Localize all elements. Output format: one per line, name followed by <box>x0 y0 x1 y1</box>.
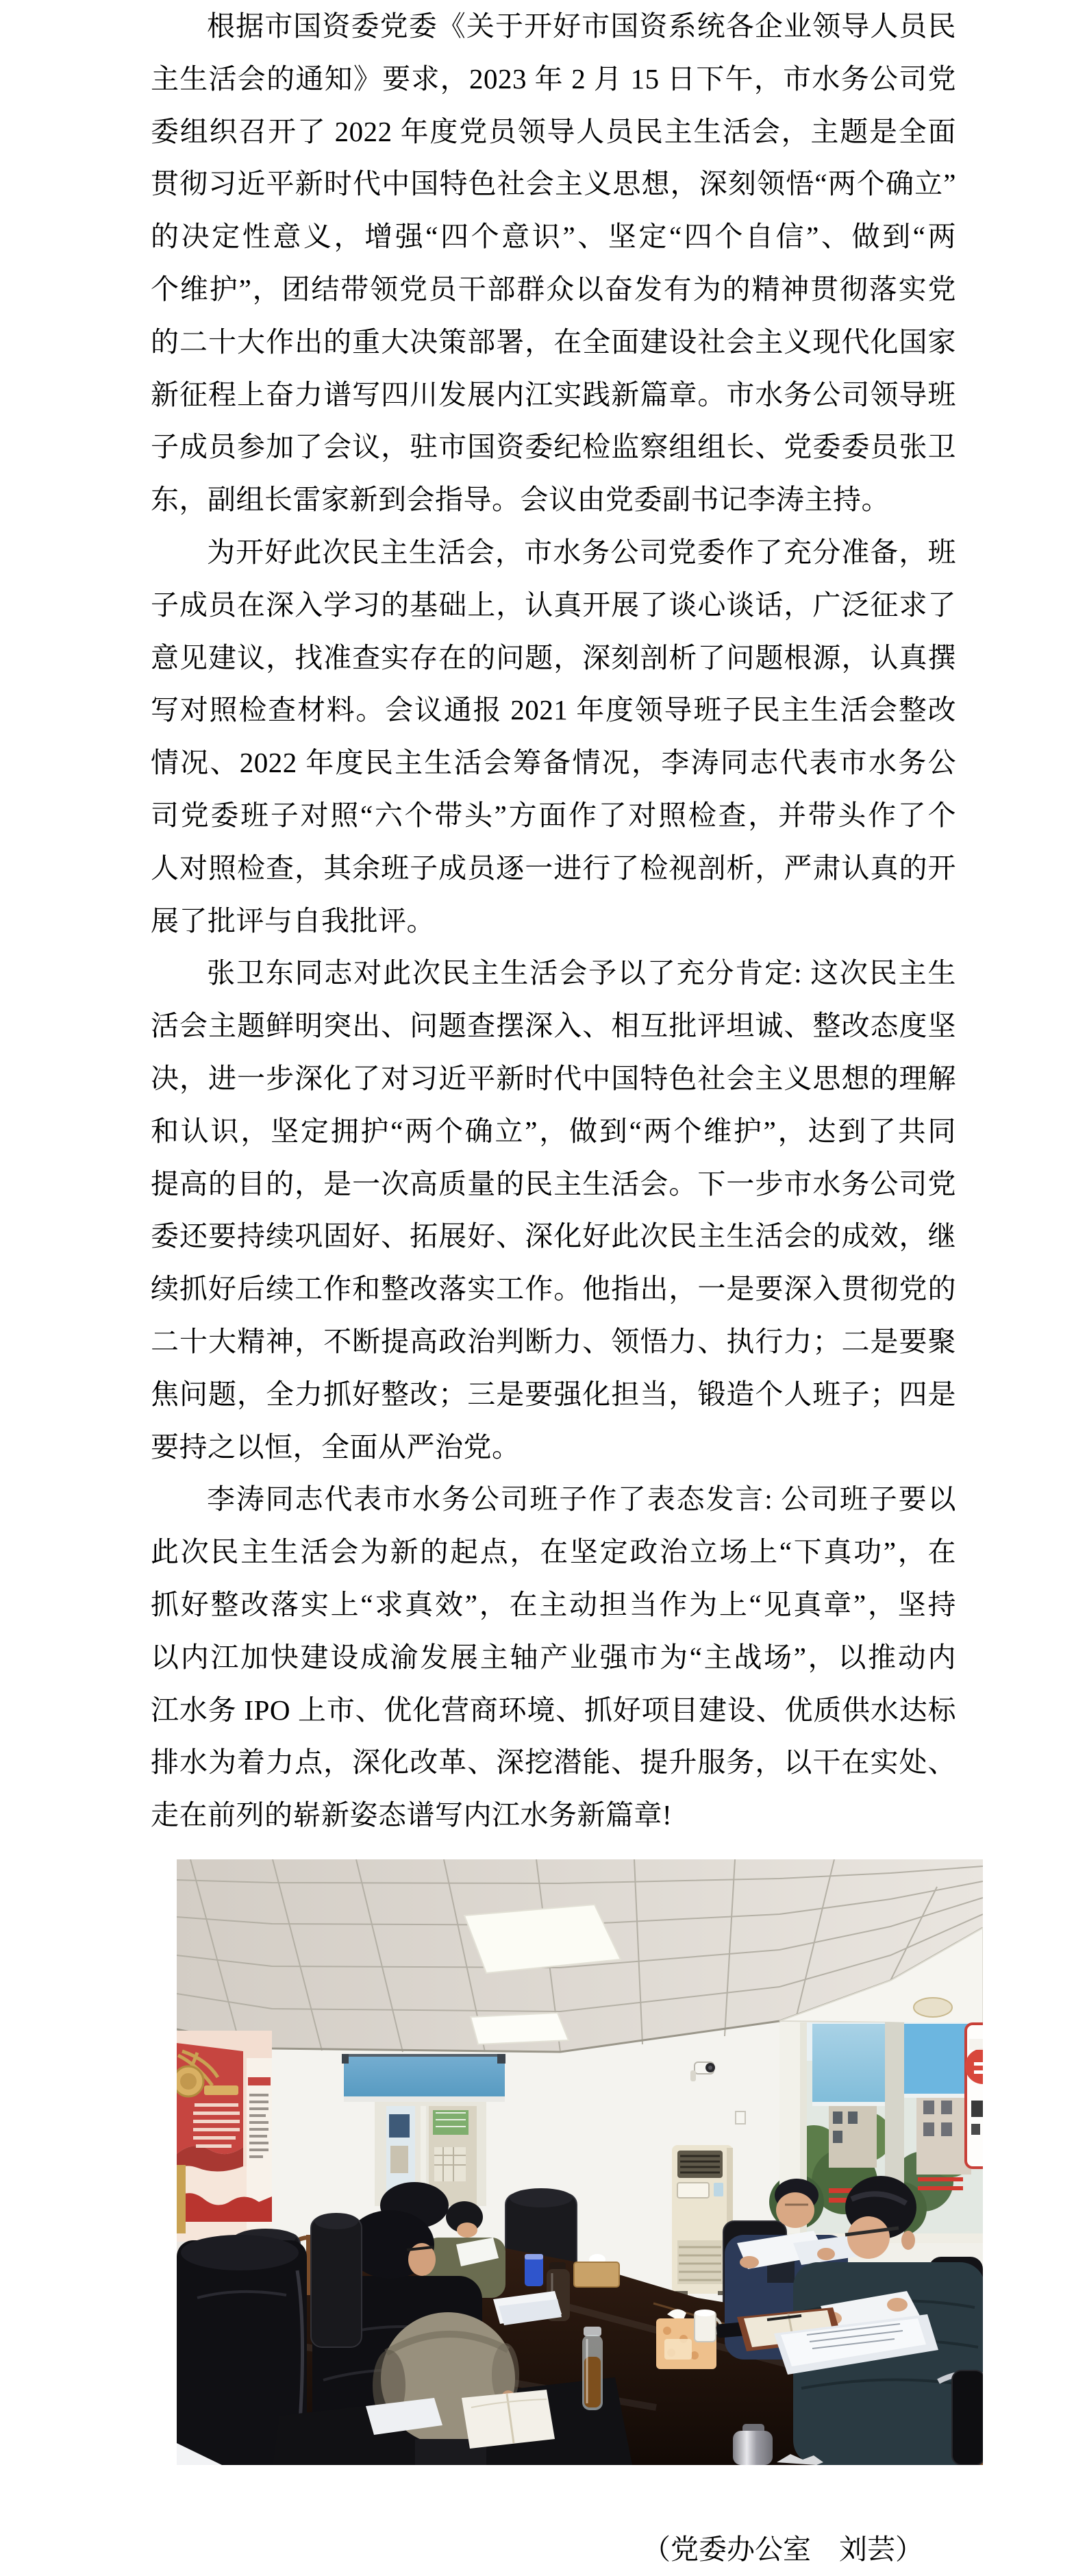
roller-blind <box>342 2054 505 2102</box>
text-line: 意见建议，找准查实存在的问题，深刻剖析了问题根源，认真撰 <box>151 641 956 673</box>
paragraph <box>151 0 956 526</box>
text-line: 主生活会的通知》要求，2023 年 2 月 15 日下午，市水务公司党 <box>151 62 956 95</box>
text-line: 决，进一步深化了对习近平新时代中国特色社会主义思想的理解 <box>151 1062 956 1094</box>
text-line: 委还要持续巩固好、拓展好、深化好此次民主生活会的成效，继 <box>151 1220 956 1252</box>
office-chair-corner <box>952 2370 983 2465</box>
text-line: 抓好整改落实上“求真效”，在主动担当作为上“见真章”，坚持 <box>151 1588 956 1620</box>
paragraph <box>151 526 956 947</box>
text-line: 东，副组长雷家新到会指导。会议由党委副书记李涛主持。 <box>151 484 890 516</box>
text-line: 子成员参加了会议，驻市国资委纪检监察组组长、党委委员张卫 <box>151 431 956 463</box>
text-line: 子成员在深入学习的基础上，认真开展了谈心谈话，广泛征求了 <box>151 589 956 621</box>
text-line: 张卫东同志对此次民主生活会予以了充分肯定: 这次民主生 <box>207 957 956 989</box>
text-line: 根据市国资委党委《关于开好市国资系统各企业领导人员民 <box>207 10 956 42</box>
text-line: 委组织召开了 2022 年度党员领导人员民主生活会，主题是全面 <box>151 115 956 147</box>
text-line: 司党委班子对照“六个带头”方面作了对照检查，并带头作了个 <box>151 799 956 831</box>
text-line: 人对照检查，其余班子成员逐一进行了检视剖析，严肃认真的开 <box>151 852 956 884</box>
text-line: 提高的目的，是一次高质量的民主生活会。下一步市水务公司党 <box>151 1167 956 1200</box>
text-line: 李涛同志代表市水务公司班子作了表态发言: 公司班子要以 <box>207 1483 956 1515</box>
exterior-dome-lamp <box>914 1998 952 2017</box>
drink-can <box>525 2254 543 2286</box>
text-line: 新征程上奋力谱写四川发展内江实践新篇章。市水务公司领导班 <box>151 378 956 410</box>
text-line: 活会主题鲜明突出、问题查摆深入、相互批评坦诚、整改态度坚 <box>151 1010 956 1042</box>
text-line: 情况、2022 年度民主生活会筹备情况，李涛同志代表市水务公 <box>151 747 956 779</box>
text-line: 排水为着力点，深化改革、深挖潜能、提升服务，以干在实处、 <box>151 1746 956 1779</box>
text-line: 二十大精神，不断提高政治判断力、领悟力、执行力；二是要聚 <box>151 1325 956 1357</box>
wall-sign <box>965 2024 983 2168</box>
text-line: 续抓好后续工作和整改落实工作。他指出，一是要深入贯彻党的 <box>151 1273 956 1305</box>
meeting-photo <box>177 1859 983 2465</box>
text-line: 焦问题，全力抓好整改；三是要强化担当，锻造个人班子；四是 <box>151 1378 956 1410</box>
ceiling-light-panel <box>471 2013 569 2044</box>
text-line: 为开好此次民主生活会，市水务公司党委作了充分准备，班 <box>207 536 956 568</box>
text-line: 此次民主生活会为新的起点，在坚定政治立场上“下真功”，在 <box>151 1536 956 1568</box>
text-line: 个维护”，团结带领党员干部群众以奋发有为的精神贯彻落实党 <box>151 273 956 305</box>
byline-caption: （党委办公室 刘芸） <box>642 2534 923 2565</box>
text-line: 的决定性意义，增强“四个意识”、坚定“四个自信”、做到“两 <box>151 221 956 253</box>
text-line: 江水务 IPO 上市、优化营商环境、抓好项目建设、优质供水达标 <box>151 1694 956 1726</box>
paragraph <box>151 1473 956 1842</box>
text-line: 展了批评与自我批评。 <box>151 904 435 937</box>
text-line: 和认识，坚定拥护“两个确立”，做到“两个维护”，达到了共同 <box>151 1115 956 1147</box>
paragraph <box>151 947 956 1473</box>
wall-outlet <box>736 2111 745 2124</box>
text-line: 的二十大作出的重大决策部署，在全面建设社会主义现代化国家 <box>151 325 956 358</box>
text-line: 写对照检查材料。会议通报 2021 年度领导班子民主生活会整改 <box>151 694 956 726</box>
text-line: 以内江加快建设成渝发展主轴产业强市为“主战场”，以推动内 <box>151 1641 956 1673</box>
party-poster <box>177 2031 272 2242</box>
glass-tea-bottle <box>582 2327 603 2410</box>
document-body <box>151 0 956 1842</box>
open-book <box>462 2390 555 2449</box>
text-line: 要持之以恒，全面从严治党。 <box>151 1431 521 1463</box>
text-line: 走在前列的崭新姿态谱写内江水务新篇章! <box>151 1799 673 1831</box>
text-line: 贯彻习近平新时代中国特色社会主义思想，深刻领悟“两个确立” <box>151 168 956 200</box>
